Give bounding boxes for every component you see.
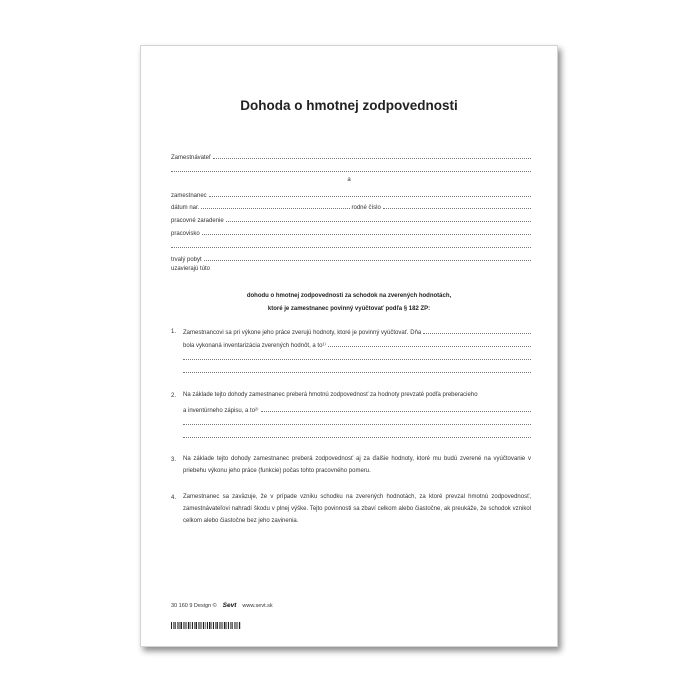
residence-label: trvalý pobyt xyxy=(171,257,202,263)
form-sheet xyxy=(140,45,558,647)
clause-2-number: 2. xyxy=(171,393,177,399)
birth-date-label: dátum nar. xyxy=(171,205,200,211)
workplace-line xyxy=(171,228,531,237)
conjunction-a: a xyxy=(347,177,351,183)
clause-2-line-c[interactable] xyxy=(183,423,531,425)
clause-1-line-b xyxy=(183,340,531,349)
position-label: pracovné zaradenie xyxy=(171,218,224,224)
clause-3-number: 3. xyxy=(171,457,177,463)
clause-1-number: 1. xyxy=(171,329,177,335)
employer-line-2 xyxy=(171,165,531,174)
clause-1-text-b: bola vykonaná inventarizácia zverených hodnôt, a to¹⁾ xyxy=(183,343,326,349)
website: www.sevt.sk xyxy=(242,602,273,609)
barcode-icon xyxy=(171,622,241,629)
clause-3-text: Na základe tejto dohody zamestnanec preberá zodpovednosť aj za ďalšie hodnoty, ktoré mu budú zverené na vyúčtovanie v priebehu výkonu jeho práce (funkcie) počas tohto pracovného pomeru. xyxy=(183,456,531,474)
agreement-heading-1: dohodu o hmotnej zodpovednosti za schodok na zverených hodnotách, xyxy=(246,293,452,299)
clause-1-line-a xyxy=(183,327,531,336)
workplace-label: pracovisko xyxy=(171,231,200,237)
clause-4-number: 4. xyxy=(171,495,177,501)
clause-1-values-field[interactable] xyxy=(328,340,531,347)
conclude-text: uzavierajú túto xyxy=(171,266,211,272)
clause-1-text-a: Zamestnancovi sa pri výkone jeho práce zverujú hodnoty, ktoré je povinný vyúčtovať. Dňa xyxy=(183,330,422,336)
clause-2-values-field[interactable] xyxy=(261,405,531,412)
residence-field[interactable] xyxy=(204,254,531,261)
clause-2-text-a: Na základe tejto dohody zamestnanec preberá hmotnú zodpovednosť za hodnoty prevzaté podľa preberacieho xyxy=(183,392,478,398)
employer-line xyxy=(171,152,531,161)
clause-1-line-c[interactable] xyxy=(183,358,531,360)
form-code: 30 160 9 Design © xyxy=(171,602,217,609)
sevt-logo: Sevt xyxy=(222,602,237,609)
birth-number-field[interactable] xyxy=(383,202,531,209)
employee-line xyxy=(171,190,531,199)
birth-line xyxy=(171,202,531,211)
employer-field[interactable] xyxy=(213,152,531,159)
clause-2-text-b: a inventúrneho zápisu, a to²⁾ xyxy=(183,408,259,414)
clause-4-text: Zamestnanec sa zaväzuje, že v prípade vzniku schodku na zverených hodnotách, za ktoré prevzal hmotnú zodpovednosť, zamestnávateľovi nahradí škodu v plnej výške. Tejto povinnosti sa zbaví celkom alebo čiastočne, ak preukáže, že schodok vznikol celkom alebo čiastočne bez jeho zavinenia. xyxy=(183,494,531,524)
employee-label: zamestnanec xyxy=(171,193,207,199)
workplace-field[interactable] xyxy=(202,228,531,235)
footer xyxy=(171,602,273,609)
position-field[interactable] xyxy=(226,215,531,222)
employer-label: Zamestnávateľ xyxy=(171,155,211,161)
workplace-line-2 xyxy=(171,241,531,250)
clause-2-line-b xyxy=(183,405,531,414)
residence-line xyxy=(171,254,531,263)
clause-2-line-d[interactable] xyxy=(183,436,531,438)
position-line xyxy=(171,215,531,224)
employer-field-2[interactable] xyxy=(171,165,531,172)
clause-1-line-d[interactable] xyxy=(183,371,531,373)
clause-1-date-field[interactable] xyxy=(423,327,531,334)
workplace-field-2[interactable] xyxy=(171,241,531,248)
birth-date-field[interactable] xyxy=(201,202,349,209)
agreement-heading-2: ktoré je zamestnanec povinný vyúčtovať podľa § 182 ZP: xyxy=(267,306,431,312)
document-title: Dohoda o hmotnej zodpovednosti xyxy=(240,98,458,113)
employee-field[interactable] xyxy=(209,190,531,197)
birth-number-label: rodné číslo xyxy=(351,205,381,211)
